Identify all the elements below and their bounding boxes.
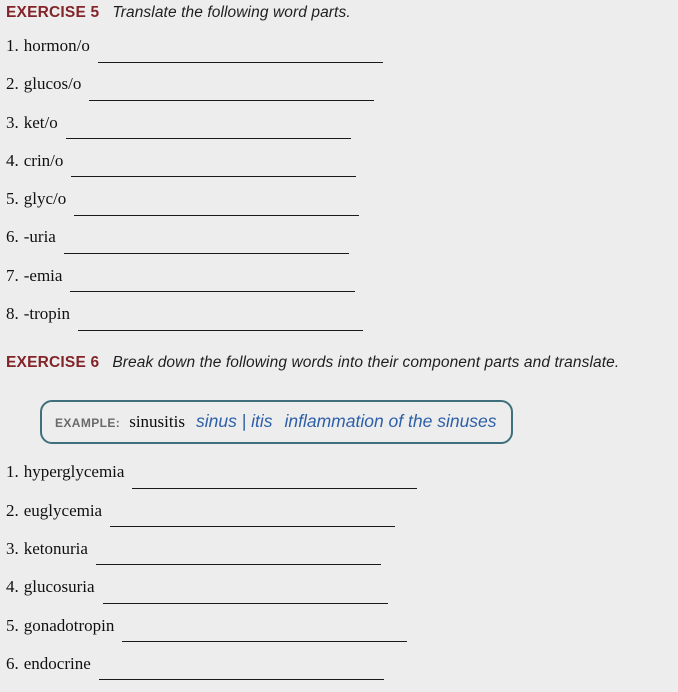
item-number: 2. [6,500,19,520]
item-number: 2. [6,74,19,94]
list-item [6,73,678,111]
item-word: -tropin [23,304,71,324]
example-breakdown: sinus | itis [195,411,273,432]
item-number: 8. [6,304,19,324]
exercise5-label: EXERCISE 5 [6,4,100,21]
list-item [6,188,678,226]
answer-blank[interactable] [78,330,363,331]
answer-blank[interactable] [96,564,381,565]
item-word: hormon/o [23,36,90,55]
list-item [6,150,678,188]
example-container [40,400,678,444]
exercise5-instruction: Translate the following word parts. [112,4,351,21]
answer-blank[interactable] [71,176,356,177]
answer-blank[interactable] [66,138,351,139]
answer-blank[interactable] [99,679,384,680]
answer-blank[interactable] [110,526,395,527]
list-item [6,112,678,150]
item-word: endocrine [23,653,91,673]
item-number: 6. [6,227,19,247]
item-word: -uria [23,227,56,247]
exercise6-instruction: Break down the following words into their component parts and translate. [112,354,620,372]
example-box [40,400,513,444]
example-term: sinusitis [129,412,185,432]
list-item [6,226,678,264]
item-word: glucos/o [23,74,82,94]
item-word: ketonuria [23,538,88,558]
answer-blank[interactable] [74,215,359,216]
item-number: 5. [6,189,19,209]
list-item [6,615,678,653]
list-item [6,303,678,341]
item-number: 5. [6,615,19,635]
item-word: hyperglycemia [23,462,125,482]
example-translation: inflammation of the sinuses [284,411,497,432]
item-word: euglycemia [23,500,103,520]
item-word: -emia [23,265,63,285]
list-item [6,35,678,73]
item-number: 4. [6,150,19,170]
exercise6-header [6,354,678,372]
exercise5-section [6,4,678,341]
item-word: gonadotropin [23,615,115,635]
answer-blank[interactable] [132,488,417,489]
item-number: 3. [6,538,19,558]
exercise5-list [6,35,678,341]
list-item [6,265,678,303]
item-number: 6. [6,653,19,673]
exercise6-list [6,461,678,691]
item-number: 7. [6,265,19,285]
item-word: glucosuria [23,577,95,597]
answer-blank[interactable] [122,641,407,642]
list-item [6,461,678,499]
item-word: glyc/o [23,189,67,209]
item-number: 3. [6,112,19,132]
list-item [6,538,678,576]
item-word: crin/o [23,150,64,170]
list-item [6,500,678,538]
item-word: ket/o [23,112,58,132]
answer-blank[interactable] [70,291,355,292]
exercise5-header [6,4,678,22]
item-number: 4. [6,577,19,597]
answer-blank[interactable] [89,100,374,101]
item-number: 1. [6,462,19,482]
example-label: EXAMPLE: [55,416,121,431]
answer-blank[interactable] [64,253,349,254]
list-item [6,576,678,614]
item-number: 1. [6,36,19,55]
answer-blank[interactable] [103,603,388,604]
answer-blank[interactable] [98,62,383,63]
list-item [6,653,678,691]
exercise6-label: EXERCISE 6 [6,354,100,372]
exercise6-section [6,354,678,691]
